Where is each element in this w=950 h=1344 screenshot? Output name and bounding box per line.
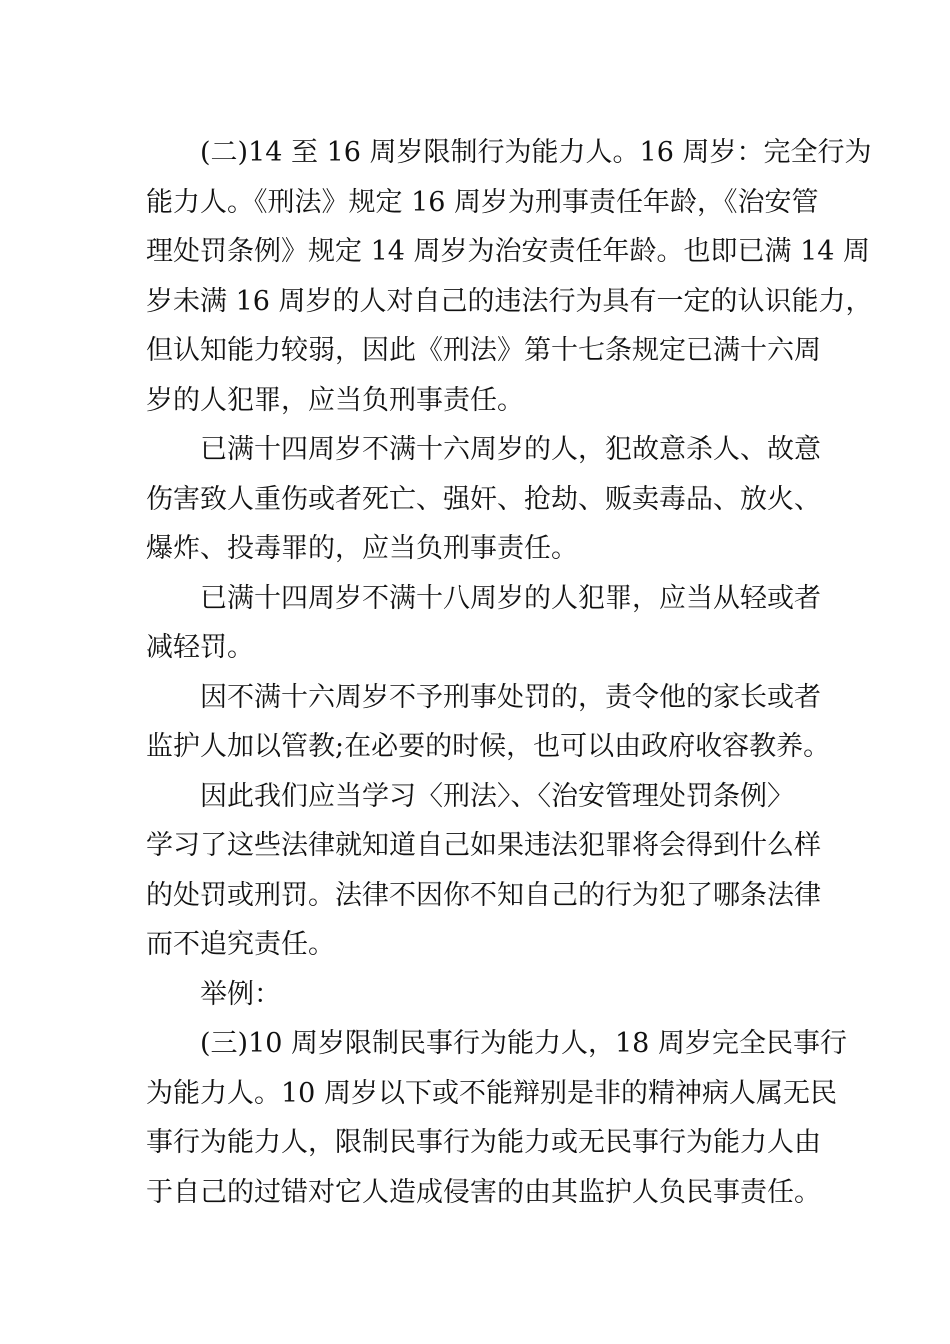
paragraph-serious-crimes (146, 425, 821, 574)
text-line: 伤害致人重伤或者死亡、强奸、抢劫、贩卖毒品、放火、 (146, 483, 821, 515)
text-line: 因此我们应当学习〈刑法〉、〈治安管理处罚条例〉 (200, 780, 794, 812)
text-line: 岁未满 16 周岁的人对自己的违法行为具有一定的认识能力， (146, 285, 873, 317)
paragraph-minor-liability (146, 128, 873, 425)
text-line: (三)10 周岁限制民事行为能力人，18 周岁完全民事行 (200, 1028, 847, 1059)
text-line: 学习了这些法律就知道自己如果违法犯罪将会得到什么样 (146, 830, 821, 861)
paragraph-learn-law (146, 772, 821, 970)
text-line: 于自己的过错对它人造成侵害的由其监护人负民事责任。 (146, 1176, 821, 1208)
text-line: 而不追究责任。 (146, 929, 335, 960)
text-line: 监护人加以管教;在必要的时候，也可以由政府收容教养。 (146, 731, 831, 762)
paragraph-lenient-punishment (146, 574, 821, 673)
text-line: (二)14 至 16 周岁限制行为能力人。16 周岁：完全行为 (200, 137, 872, 168)
text-line: 因不满十六周岁不予刑事处罚的，责令他的家长或者 (200, 681, 821, 713)
text-line: 能力人。《刑法》规定 16 周岁为刑事责任年龄，《治安管 (146, 186, 819, 218)
paragraph-example-heading (146, 970, 814, 1020)
paragraph-guardian-discipline (146, 673, 831, 772)
text-line: 为能力人。10 周岁以下或不能辩别是非的精神病人属无民 (146, 1077, 837, 1109)
text-line: 岁的人犯罪，应当负刑事责任。 (146, 384, 524, 416)
paragraph-civil-capacity (146, 1019, 847, 1217)
text-line: 已满十四周岁不满十六周岁的人，犯故意杀人、故意 (200, 434, 821, 465)
text-line: 减轻罚。 (146, 632, 254, 663)
text-line: 但认知能力较弱，因此《刑法》第十七条规定已满十六周 (146, 335, 821, 366)
text-line: 爆炸、投毒罪的，应当负刑事责任。 (146, 533, 578, 564)
text-line: 举例： (200, 978, 281, 1010)
text-line: 事行为能力人，限制民事行为能力或无民事行为能力人由 (146, 1127, 821, 1158)
text-line: 理处罚条例》规定 14 周岁为治安责任年龄。也即已满 14 周 (146, 236, 871, 267)
document-page (146, 128, 873, 1217)
text-line: 已满十四周岁不满十八周岁的人犯罪，应当从轻或者 (200, 582, 821, 614)
text-line: 的处罚或刑罚。法律不因你不知自己的行为犯了哪条法律 (146, 879, 821, 911)
